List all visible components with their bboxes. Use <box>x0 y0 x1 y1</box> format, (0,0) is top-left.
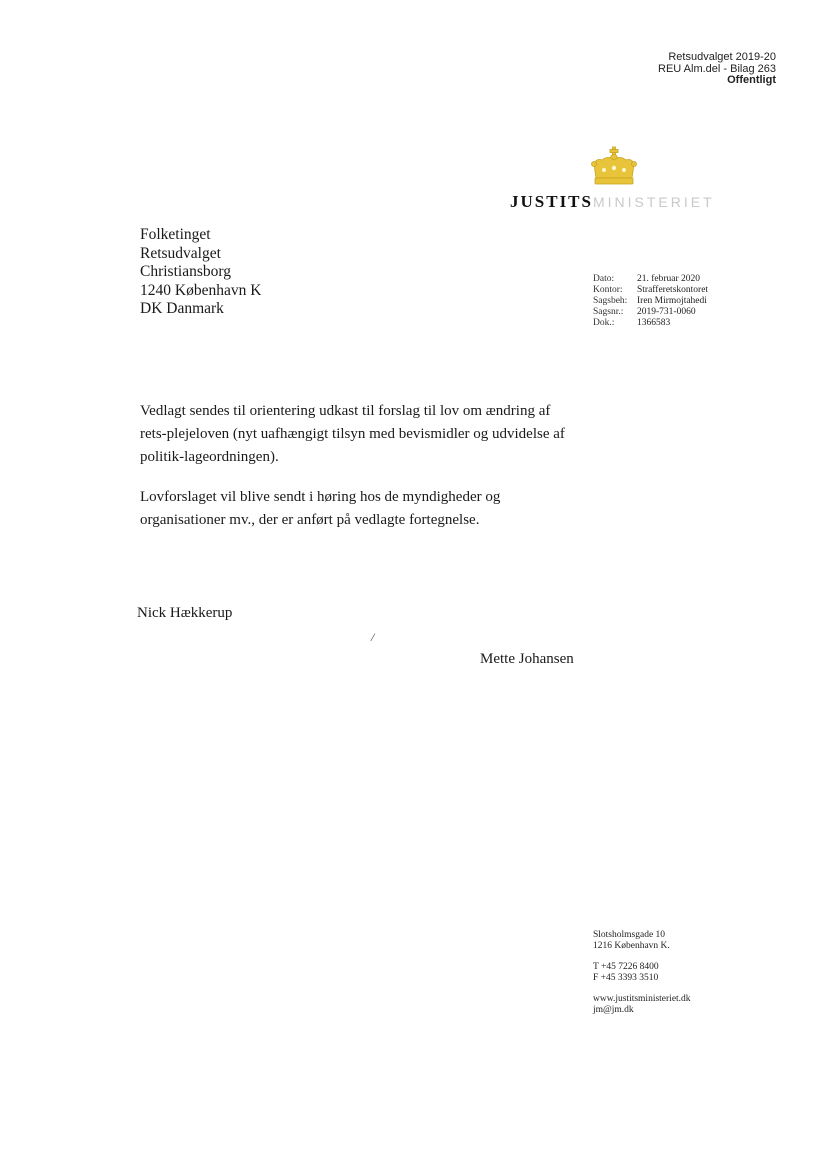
signature-minister: Nick Hækkerup <box>137 605 233 621</box>
address-line: Retsudvalget <box>140 244 221 262</box>
meta-key: Dok.: <box>593 318 615 328</box>
stamp-line: Offentligt <box>727 74 776 86</box>
stamp-line: Retsudvalget 2019-20 <box>668 51 776 63</box>
meta-value: 1366583 <box>637 318 671 328</box>
meta-row <box>593 285 708 296</box>
address-line: Folketinget <box>140 226 211 243</box>
case-metadata <box>593 274 708 329</box>
meta-row <box>593 296 708 307</box>
meta-row <box>593 274 708 285</box>
footer-street: Slotsholmsgade 10 <box>593 930 666 940</box>
signature-separator: / <box>371 630 375 644</box>
footer-website-link[interactable]: www.justitsministeriet.dk <box>593 994 691 1004</box>
meta-value: 2019-731-0060 <box>637 307 696 317</box>
meta-value: 21. februar 2020 <box>637 274 701 284</box>
address-line: Christiansborg <box>140 263 231 280</box>
body-paragraph: Lovforslaget vil blive sendt i høring hos de myndigheder og organisationer mv., der er anført på vedlagte fortegnelse. <box>140 489 501 528</box>
meta-value: Iren Mirmojtahedi <box>637 296 707 306</box>
ministry-logo <box>510 146 725 216</box>
footer-fax: F +45 3393 3510 <box>593 973 659 983</box>
footer-city: 1216 København K. <box>593 941 670 951</box>
address-line: DK Danmark <box>140 300 224 317</box>
footer-phone: T +45 7226 8400 <box>593 962 659 972</box>
stamp-line: REU Alm.del - Bilag 263 <box>658 62 776 75</box>
meta-key: Dato: <box>593 274 615 284</box>
signature-official: Mette Johansen <box>480 651 574 667</box>
meta-key: Kontor: <box>593 285 623 295</box>
meta-row <box>593 318 708 329</box>
address-line: 1240 København K <box>140 281 262 299</box>
crown-icon <box>588 146 640 190</box>
logo-wordmark-bold: JUSTITS <box>510 192 593 211</box>
meta-key: Sagsbeh: <box>593 296 628 306</box>
body-paragraph: Vedlagt sendes til orientering udkast til forslag til lov om ændring af rets-plejeloven (nyt uafhængigt tilsyn med bevismidler og udvidelse af politik-lageordningen). <box>140 403 565 465</box>
meta-value: Strafferetskontoret <box>637 285 709 295</box>
meta-row <box>593 307 708 318</box>
recipient-address <box>140 226 261 319</box>
meta-key: Sagsnr.: <box>593 307 624 317</box>
logo-wordmark-light: MINISTERIET <box>592 194 715 210</box>
letter-body <box>140 400 580 549</box>
footer-email-link[interactable]: jm@jm.dk <box>593 1005 634 1015</box>
archive-stamp <box>658 52 776 87</box>
ministry-contact <box>593 930 691 1026</box>
